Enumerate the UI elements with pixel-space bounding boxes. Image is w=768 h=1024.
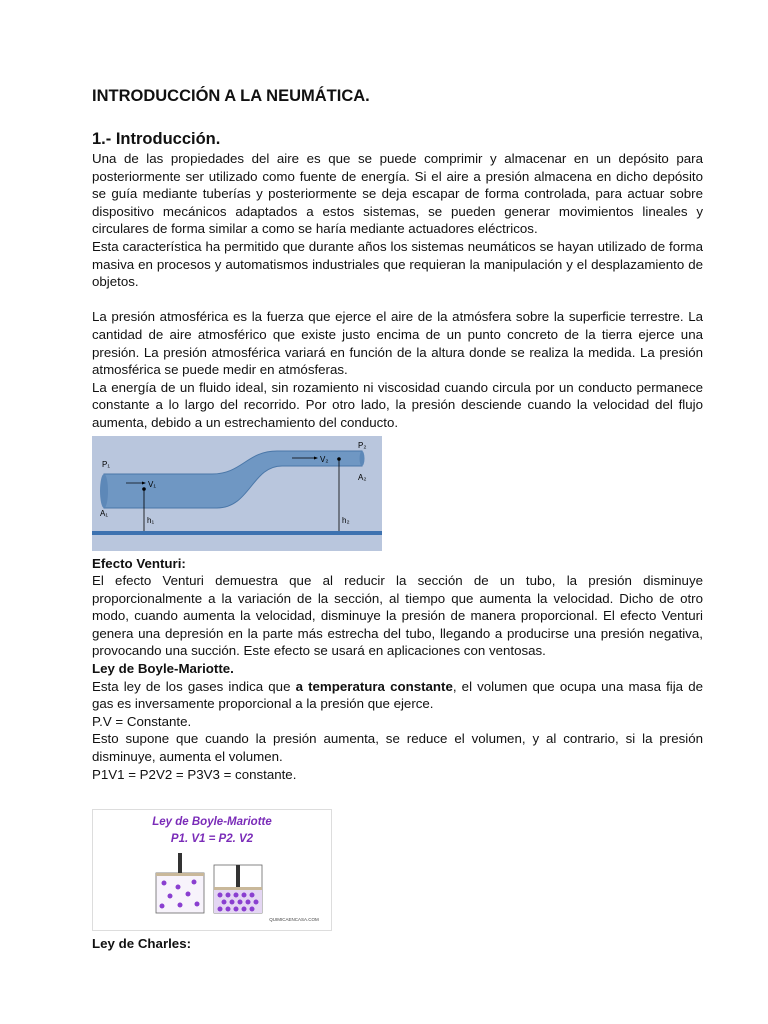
label-h1: h₁ [147,515,155,525]
venturi-diagram [92,436,382,551]
boyle-mariotte-illustration [92,809,332,931]
paragraph: El efecto Venturi demuestra que al reducir la sección de un tubo, la presión disminuye proporcionalmente a la variación de la sección, al tiempo que aumenta la velocidad. Dicho de otro modo, cuando aumenta la velocidad, disminuye la presión de manera proporcional. El efecto Venturi genera una depresión en la parte más estrecha del tubo, llegando a producirse una presión negativa, provocando una succión. Este efecto se usará en aplicaciones con ventosas. [92,573,703,659]
document-title: INTRODUCCIÓN A LA NEUMÁTICA. [92,87,370,105]
paragraph: Esto supone que cuando la presión aumenta, se reduce el volumen, y al contrario, si la presión disminuye, aumenta el volumen. [92,731,703,765]
heading-efecto-venturi: Efecto Venturi: [92,555,186,571]
bold-phrase: a temperatura constante [295,678,453,694]
formula: P1V1 = P2V2 = P3V3 = constante. [92,766,297,782]
heading-ley-boyle-mariotte: Ley de Boyle-Mariotte. [92,661,234,677]
heading-ley-charles: Ley de Charles: [92,936,192,952]
piston-right [214,887,262,890]
point-2 [337,457,341,461]
section-heading-introduccion: 1.- Introducción. [92,130,221,148]
paragraph: La presión atmosférica es la fuerza que ejerce el aire de la atmósfera sobre la superficie terrestre. La cantidad de aire atmosférico que existe justo encima de un punto concreto de la tierra ejerce una presión. La presión atmosférica variará en función de la altura donde se realiza la medida. La presión atmosférica se puede medir en atmósferas. [92,309,703,378]
formula: P.V = Constante. [92,713,192,729]
piston-rod-left [178,853,182,873]
figure-credit: QUIMICAENCASA.COM [269,917,319,923]
label-a1: A₁ [100,508,109,518]
point-1 [142,487,146,491]
label-p1: P₁ [102,459,111,469]
label-v2: V₂ [320,454,329,464]
pipe-inlet [100,474,108,508]
paragraph: Una de las propiedades del aire es que se puede comprimir y almacenar en un depósito para posteriormente ser utilizado como fuente de energía. Si el aire a presión almacena en dicho depósito se guía mediante tuberías y posteriormente se deja escapar de forma controlada, para actuar sobre dispositivo mecánicos adaptados a estos sistemas, se pueden generar movimientos lineales y circulares de forma similar a como se haría mediante actuadores eléctricos. [92,151,703,237]
figure-formula: P1. V1 = P2. V2 [170,833,254,846]
paragraph: Esta ley de los gases indica que a temperatura constante, el volumen que ocupa una masa fija de gas es inversamente proporcional a la presión que ejerce. [92,678,703,712]
document-content [92,86,703,953]
figure-title: Ley de Boyle-Mariotte [152,816,272,829]
label-h2: h₂ [342,515,350,525]
piston-left [156,873,204,876]
paragraph: La energía de un fluido ideal, sin rozamiento ni viscosidad cuando circula por un conducto permanece constante a lo largo del recorrido. Por otro lado, la presión desciende cuando la velocidad del flujo aumenta, debido a un estrechamiento del conducto. [92,379,703,430]
paragraph: Esta característica ha permitido que durante años los sistemas neumáticos se hayan utilizado de forma masiva en procesos y automatismos industriales que requieran la manipulación y el desplazamiento de objetos. [92,238,703,290]
label-p2: P₂ [358,440,367,450]
pipe-outlet [360,451,365,466]
label-a2: A₂ [358,472,367,482]
label-v1: V₁ [148,479,157,489]
ground-line [92,531,382,535]
piston-rod-right [236,865,240,887]
